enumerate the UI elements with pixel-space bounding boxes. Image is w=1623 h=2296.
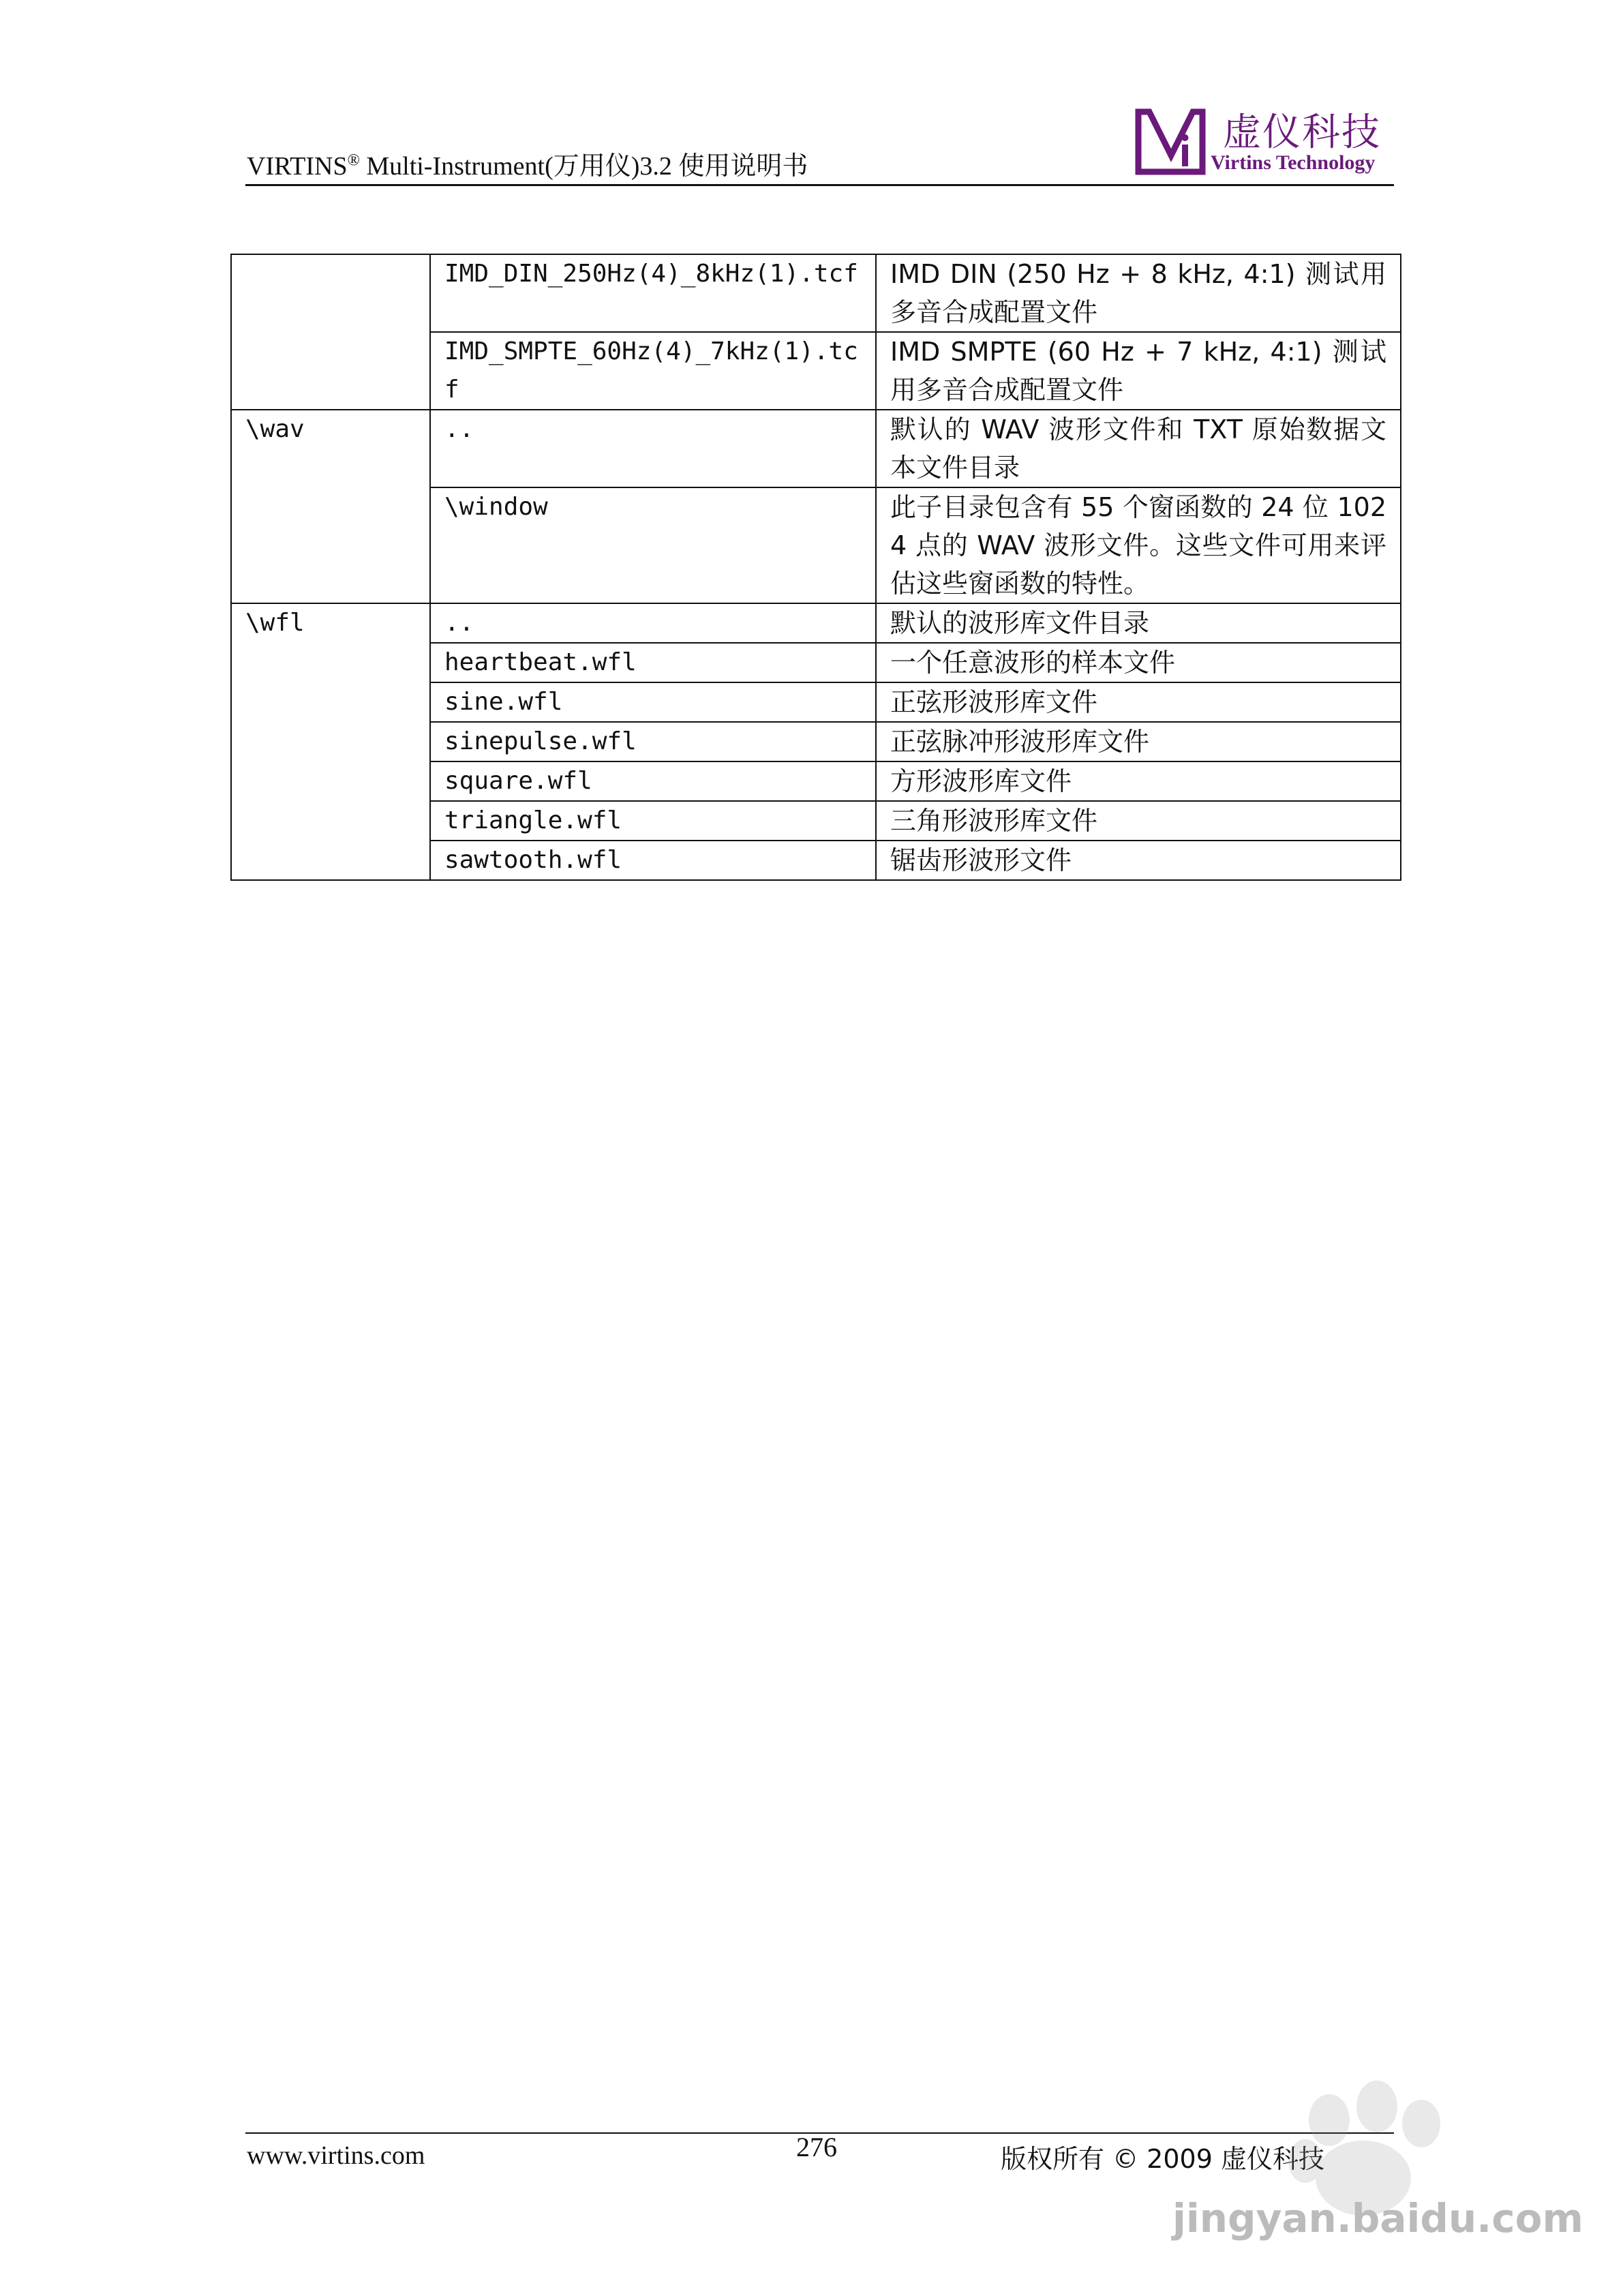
logo-chinese-name: 虚仪科技 <box>1223 110 1381 155</box>
company-logo <box>1134 102 1400 181</box>
filename-cell: heartbeat.wfl <box>430 643 876 682</box>
description-cell: 此子目录包含有 55 个窗函数的 24 位 1024 点的 WAV 波形文件。这些文件可用来评估这些窗函数的特性。 <box>876 487 1401 603</box>
table-row <box>231 254 1401 332</box>
filename-cell: \window <box>430 487 876 603</box>
directory-cell: \wfl <box>231 603 430 880</box>
filename-cell: square.wfl <box>430 761 876 801</box>
header-divider <box>245 184 1394 186</box>
virtins-logo-icon <box>1134 102 1209 177</box>
page-number: 276 <box>796 2132 837 2162</box>
filename-cell: IMD_DIN_250Hz(4)_8kHz(1).tcf <box>430 254 876 332</box>
footer-website: www.virtins.com <box>247 2141 425 2170</box>
description-cell: 默认的波形库文件目录 <box>876 603 1401 643</box>
description-cell: IMD SMPTE (60 Hz + 7 kHz, 4:1) 测试用多音合成配置文件 <box>876 332 1401 410</box>
header-title: VIRTINS® Multi-Instrument(万用仪)3.2 使用说明书 <box>247 151 808 181</box>
filename-cell: .. <box>430 410 876 487</box>
description-cell: 方形波形库文件 <box>876 761 1401 801</box>
directory-cell <box>231 254 430 410</box>
watermark-text: jingyan.baidu.com <box>1172 2195 1583 2241</box>
description-cell: 正弦脉冲形波形库文件 <box>876 722 1401 761</box>
filename-cell: sine.wfl <box>430 682 876 722</box>
table-row <box>231 410 1401 487</box>
filename-cell: IMD_SMPTE_60Hz(4)_7kHz(1).tcf <box>430 332 876 410</box>
description-cell: 一个任意波形的样本文件 <box>876 643 1401 682</box>
description-cell: 三角形波形库文件 <box>876 801 1401 841</box>
logo-english-name: Virtins Technology <box>1211 151 1376 174</box>
filename-cell: sinepulse.wfl <box>430 722 876 761</box>
table-row <box>231 603 1401 643</box>
directory-cell: \wav <box>231 410 430 603</box>
description-cell: 锯齿形波形文件 <box>876 841 1401 880</box>
footer-copyright: 版权所有 © 2009 虚仪科技 <box>1001 2144 1324 2174</box>
filename-cell: triangle.wfl <box>430 801 876 841</box>
description-cell: 正弦形波形库文件 <box>876 682 1401 722</box>
filename-cell: .. <box>430 603 876 643</box>
description-cell: 默认的 WAV 波形文件和 TXT 原始数据文本文件目录 <box>876 410 1401 487</box>
description-cell: IMD DIN (250 Hz + 8 kHz, 4:1) 测试用多音合成配置文件 <box>876 254 1401 332</box>
filename-cell: sawtooth.wfl <box>430 841 876 880</box>
file-directory-table <box>230 254 1401 881</box>
